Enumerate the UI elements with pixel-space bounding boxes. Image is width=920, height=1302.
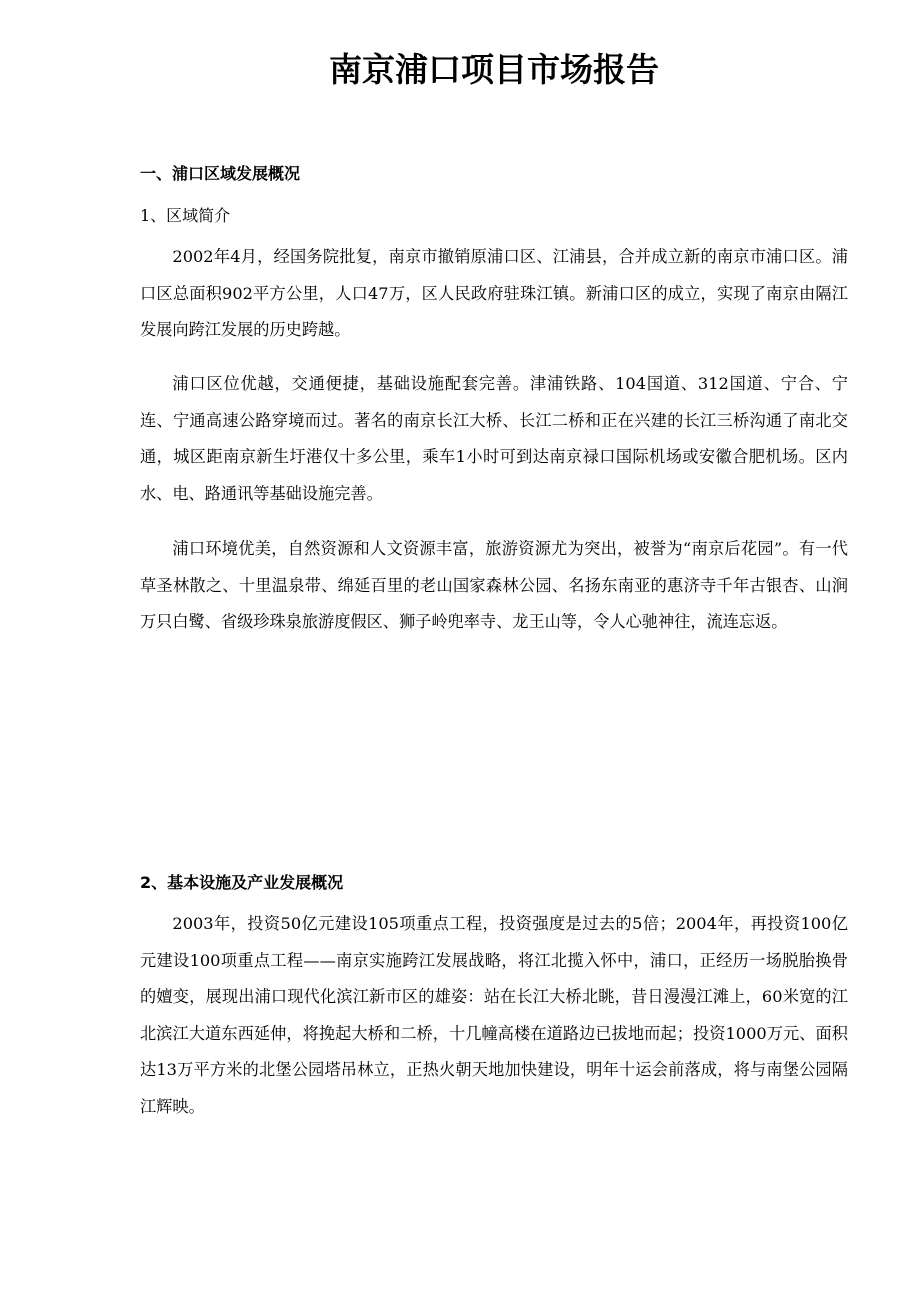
subsection-heading-2: 2、基本设施及产业发展概况: [140, 873, 344, 892]
paragraph-3: 浦口环境优美，自然资源和人文资源丰富，旅游资源尤为突出，被誉为“南京后花园”。有一代草圣林散之、十里温泉带、绵延百里的老山国家森林公园、名扬东南亚的惠济寺千年古银杏、山涧万只白鹭、省级珍珠泉旅游度假区、狮子岭兜率寺、龙王山等，令人心驰神往，流连忘返。: [140, 539, 848, 631]
paragraph-2: 浦口区位优越，交通便捷，基础设施配套完善。津浦铁路、104国道、312国道、宁合、宁连、宁通高速公路穿境而过。著名的南京长江大桥、长江二桥和正在兴建的长江三桥沟通了南北交通，城区距南京新生圩港仅十多公里，乘车1小时可到达南京禄口国际机场或安徽合肥机场。区内水、电、路通讯等基础设施完善。: [140, 374, 848, 503]
subsection-heading-1: 1、区域简介: [140, 206, 231, 225]
paragraph-1: 2002年4月，经国务院批复，南京市撤销原浦口区、江浦县，合并成立新的南京市浦口区。浦口区总面积902平方公里，人口47万，区人民政府驻珠江镇。新浦口区的成立，实现了南京由隔江发展向跨江发展的历史跨越。: [140, 247, 848, 339]
paragraph-4: 2003年，投资50亿元建设105项重点工程，投资强度是过去的5倍；2004年，再投资100亿元建设100项重点工程——南京实施跨江发展战略，将江北揽入怀中，浦口，正经历一场脱胎换骨的嬗变，展现出浦口现代化滨江新市区的雄姿：站在长江大桥北眺，昔日漫漫江滩上，60米宽的江北滨江大道东西延伸，将挽起大桥和二桥，十几幢高楼在道路边已拔地而起；投资1000万元、面积达13万平方米的北堡公园塔吊林立，正热火朝天地加快建设，明年十运会前落成，将与南堡公园隔江辉映。: [140, 914, 848, 1116]
section-heading-1: 一、浦口区域发展概况: [140, 164, 301, 183]
document-title: 南京浦口项目市场报告: [329, 50, 659, 89]
